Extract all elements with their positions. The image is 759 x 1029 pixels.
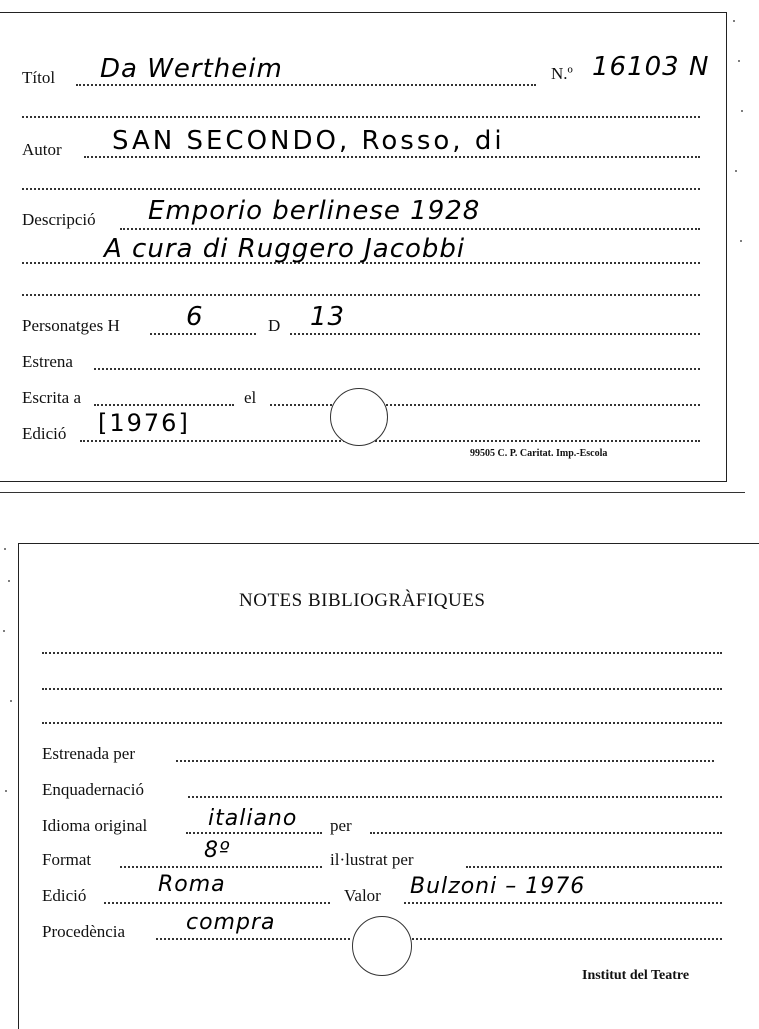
valor-line	[404, 902, 722, 904]
personatges-label: Personatges H	[22, 316, 120, 335]
blank-line	[22, 116, 700, 118]
enquadernacio-line	[188, 796, 722, 798]
estrenada-line	[176, 760, 714, 762]
titol-label: Títol	[22, 68, 56, 87]
edicio-back-value: Roma	[158, 872, 226, 897]
titol-value: Da Wertheim	[100, 54, 283, 84]
estrena-label: Estrena	[22, 352, 73, 371]
idioma-label: Idioma original	[42, 816, 148, 835]
idioma-per-line	[370, 832, 722, 834]
idioma-line	[186, 832, 322, 834]
format-value: 8º	[204, 838, 231, 863]
format-label: Format	[42, 850, 92, 869]
titol-line	[76, 84, 536, 86]
procedencia-line	[156, 938, 350, 940]
autor-value: SAN SECONDO, Rosso, di	[112, 126, 505, 156]
punch-hole	[330, 388, 388, 446]
procedencia-line-2	[412, 938, 722, 940]
edicio-line	[80, 440, 700, 442]
autor-label: Autor	[22, 140, 62, 159]
scan-speck	[3, 630, 5, 632]
estrena-line	[94, 368, 700, 370]
numero-value: 16103 N	[592, 52, 710, 82]
card-separator	[0, 492, 745, 493]
valor-value: Bulzoni – 1976	[410, 874, 586, 899]
blank-line	[22, 188, 700, 190]
descripcio-line2: A cura di Ruggero Jacobbi	[104, 234, 466, 264]
scan-speck	[5, 790, 7, 792]
blank-line	[42, 722, 722, 724]
blank-line	[22, 294, 700, 296]
personatges-d-line	[290, 333, 700, 335]
edicio-label: Edició	[22, 424, 67, 443]
scan-speck	[740, 240, 742, 242]
descripcio-line	[120, 228, 700, 230]
estrenada-label: Estrenada per	[42, 744, 135, 763]
escrita-line	[94, 404, 234, 406]
descripcio-line1: Emporio berlinese 1928	[148, 196, 481, 226]
scan-speck	[735, 170, 737, 172]
numero-label: N.º	[551, 64, 573, 83]
personatges-d-label: D	[268, 316, 281, 335]
procedencia-value: compra	[186, 910, 276, 935]
printer-imprint: 99505 C. P. Caritat. Imp.-Escola	[470, 448, 608, 459]
edicio-back-label: Edició	[42, 886, 87, 905]
edicio-value: [1976]	[98, 409, 190, 437]
personatges-h-value: 6	[186, 302, 204, 332]
descripcio-label: Descripció	[22, 210, 96, 229]
scan-speck	[738, 60, 740, 62]
blank-line	[42, 652, 722, 654]
personatges-d-value: 13	[310, 302, 346, 332]
scan-speck	[10, 700, 12, 702]
format-line	[120, 866, 322, 868]
valor-label: Valor	[344, 886, 381, 905]
idioma-per-label: per	[330, 816, 352, 835]
edicio-back-line	[104, 902, 330, 904]
idioma-value: italiano	[208, 806, 298, 831]
format-il-line	[466, 866, 722, 868]
scan-speck	[8, 580, 10, 582]
scan-speck	[733, 20, 735, 22]
personatges-h-line	[150, 333, 256, 335]
format-il-label: il·lustrat per	[330, 850, 414, 869]
scan-speck	[741, 110, 743, 112]
punch-hole	[352, 916, 412, 976]
autor-line	[84, 156, 700, 158]
procedencia-label: Procedència	[42, 922, 126, 941]
institution-name: Institut del Teatre	[582, 968, 690, 983]
scan-speck	[4, 548, 6, 550]
enquadernacio-label: Enquadernació	[42, 780, 144, 799]
notes-title: NOTES BIBLIOGRÀFIQUES	[239, 590, 486, 611]
escrita-label: Escrita a	[22, 388, 81, 407]
blank-line	[42, 688, 722, 690]
escrita-el-label: el	[244, 388, 257, 407]
